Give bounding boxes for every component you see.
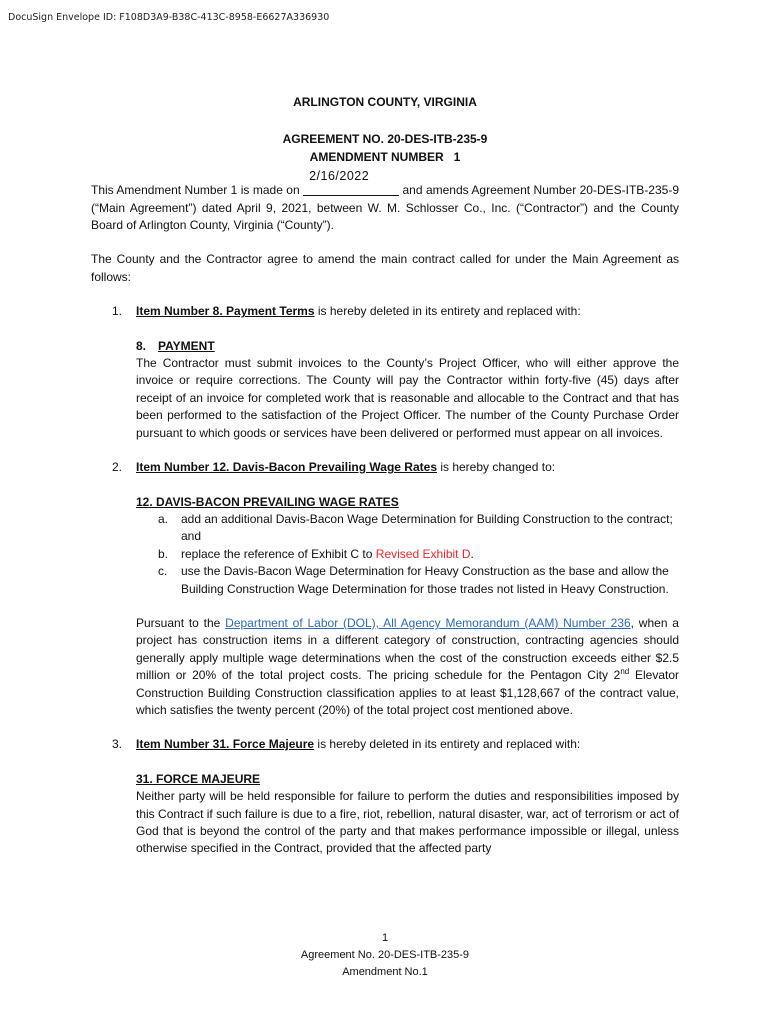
pursuant-text: Pursuant to the Department of Labor (DOL), All Agency Memorandum (AAM) Number 236, when a project has construction items in a different category of construction, contracting agencies should generally apply multiple wage determinations when the cost of the construction exceeds either $2.5 million or 20% of the total project costs. The pricing schedule for the Pentagon City 2nd Elevator Construction Building Construction classification applies to at least $1,128,667 of the contract value, which satisfies the twenty percent (20%) of the total project cost mentioned above. (136, 615, 679, 717)
agreement-paragraph: The County and the Contractor agree to amend the main contract called for under the Main Agreement as follows: (91, 252, 679, 284)
intro-after: and amends Agreement Number 20-DES-ITB-235-9 (“Main Agreement”) dated April 9, 2021, between W. M. Schlosser Co., Inc. (“Contractor”) and the County Board of Arlington County, Virginia (“County”). (91, 183, 680, 233)
list-item: b. replace the reference of Exhibit C to Revised Exhibit D. (158, 546, 474, 561)
item-text: is hereby deleted in its entirety and replaced with: (314, 737, 581, 752)
agreement-heading: AGREEMENT NO. 20-DES-ITB-235-9 (282, 132, 488, 147)
wage-heading: 12. DAVIS-BACON PREVAILING WAGE RATES (136, 494, 399, 509)
list-item: a. add an additional Davis-Bacon Wage Determination for Building Construction to the contract; and (158, 511, 673, 544)
revised-exhibit-d: Revised Exhibit D (375, 546, 471, 561)
wage-section (136, 494, 679, 511)
docusign-envelope-id: DocuSign Envelope ID: F108D3A9-B38C-413C-8958-E6627A336930 (8, 12, 330, 23)
item-text: is hereby deleted in its entirety and replaced with: (314, 304, 581, 319)
item-text: is hereby changed to: (437, 460, 556, 475)
date-field (303, 169, 399, 199)
item-number: 1. (112, 304, 123, 319)
page-footer (0, 930, 770, 981)
pursuant-section (136, 615, 679, 719)
county-heading: ARLINGTON COUNTY, VIRGINIA (293, 95, 477, 109)
page-number: 1 (381, 932, 389, 944)
payment-section (136, 338, 679, 442)
force-majeure-text: Neither party will be held responsible for failure to perform the duties and responsibilities imposed by this Contract if such failure is due to a fire, riot, rebellion, natural disaster, war, act of terrorism or act of God that is beyond the control of the party and that makes performance impossible or illegal, unless otherwise specified in the Contract, provided that the affected party (136, 789, 679, 856)
intro-before: This Amendment Number 1 is made on (91, 183, 304, 198)
item-number: 3. (112, 737, 123, 752)
force-majeure-section (136, 771, 679, 858)
item-title: Item Number 8. Payment Terms (136, 304, 315, 319)
footer-agreement: Agreement No. 20-DES-ITB-235-9 (300, 949, 470, 961)
intro-paragraph (91, 169, 680, 234)
item-number: 2. (112, 460, 123, 475)
payment-heading: 8. PAYMENT (136, 338, 215, 353)
list-item: c. use the Davis-Bacon Wage Determination for Heavy Construction as the base and allow the Building Construction Wage Determination for those trades not listed in Heavy Construction. (158, 564, 669, 596)
item-title: Item Number 31. Force Majeure (136, 737, 315, 752)
item-2 (91, 459, 679, 476)
footer-amendment: Amendment No.1 (342, 966, 428, 978)
payment-text: The Contractor must submit invoices to the County’s Project Officer, who will either approve the invoice or require corrections. The County will pay the Contractor within forty-five (45) days after receipt of an invoice for completed work that is reasonable and allocable to the Contract and that has been performed to the satisfaction of the Project Officer. The number of the County Purchase Order pursuant to which goods or services have been delivered or performed must appear on all invoices. (136, 356, 679, 440)
document-page (91, 94, 679, 858)
item-title: Item Number 12. Davis-Bacon Prevailing Wage Rates (136, 460, 437, 475)
amendment-heading: AMENDMENT NUMBER 1 (309, 149, 461, 164)
wage-list (136, 511, 679, 598)
dol-memorandum-link[interactable]: Department of Labor (DOL), All Agency Memorandum (AAM) Number 236 (225, 615, 631, 630)
signed-date: 2/16/2022 (309, 169, 370, 184)
item-3 (91, 736, 679, 753)
force-majeure-heading: 31. FORCE MAJEURE (136, 771, 261, 786)
item-1 (91, 303, 679, 320)
